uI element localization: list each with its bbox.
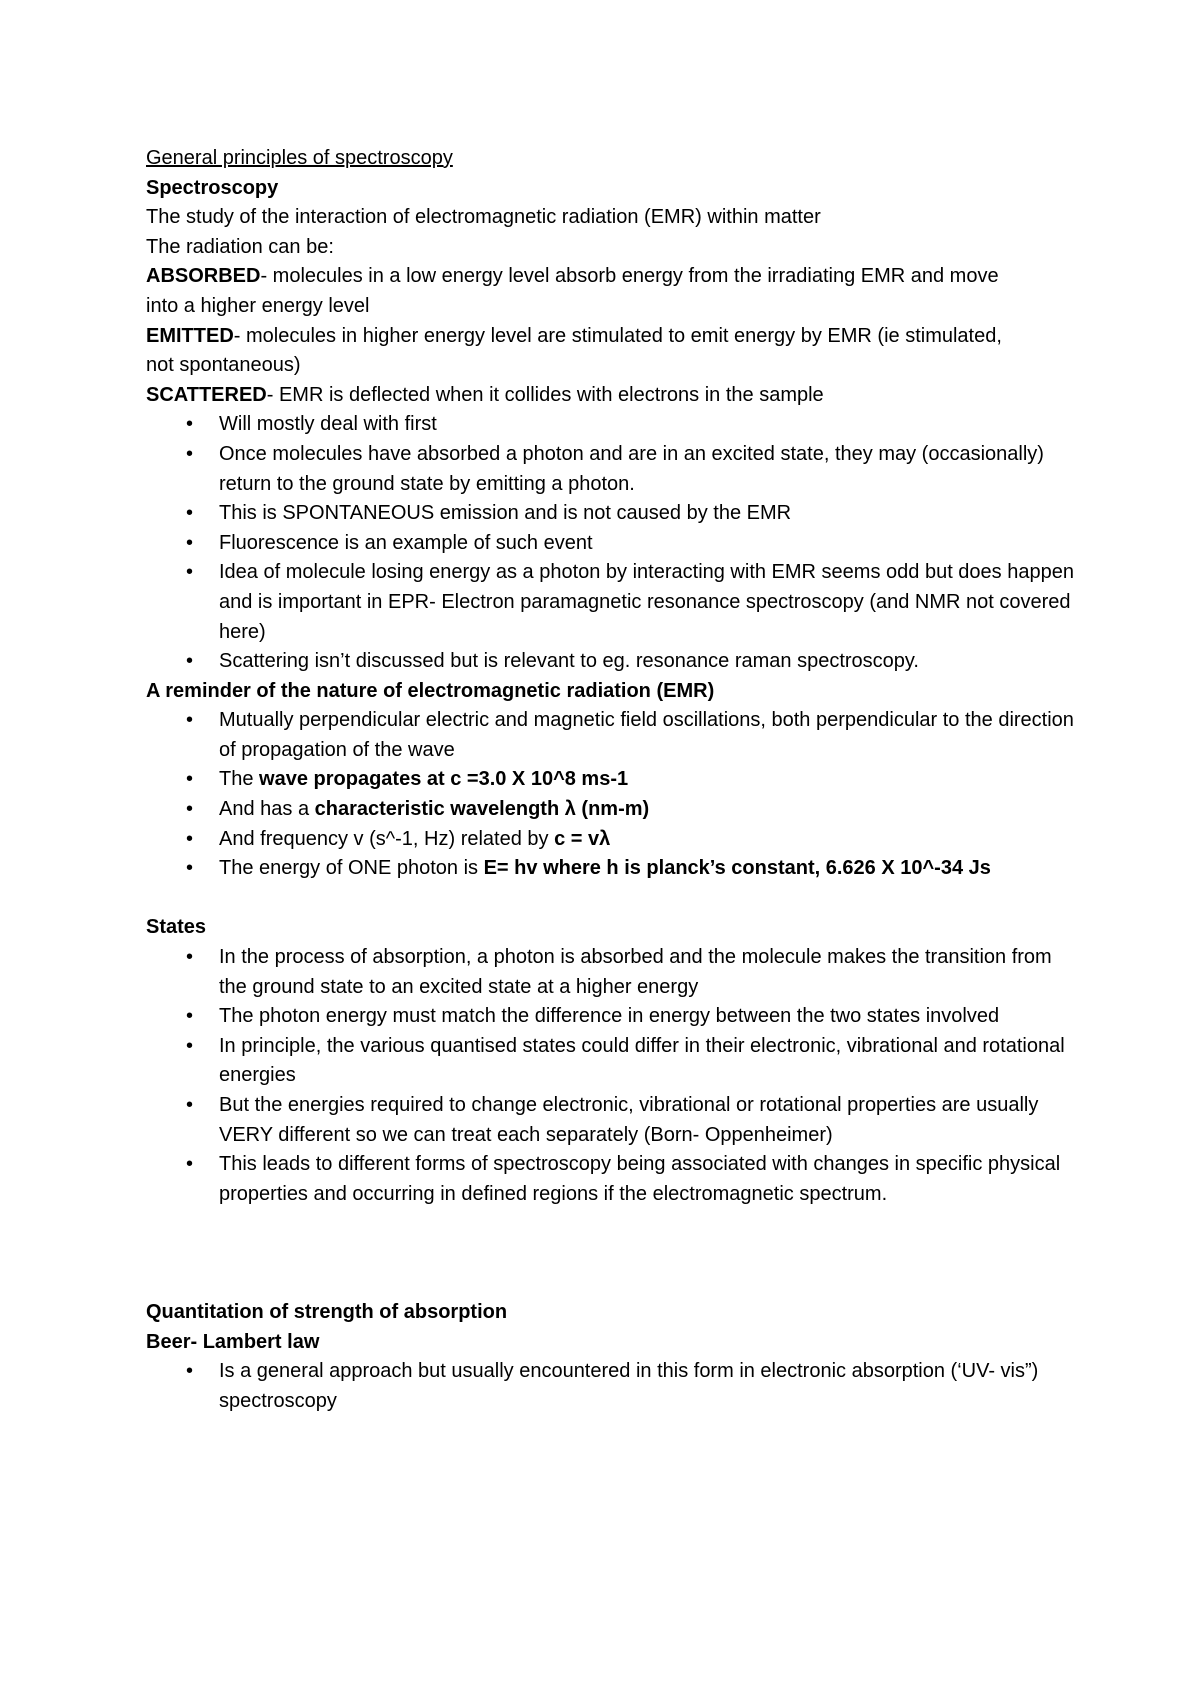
scattered-text: - EMR is deflected when it collides with electrons in the sample	[266, 383, 824, 406]
emitted-paragraph	[146, 322, 1026, 381]
quantitation-bullet-list	[146, 1357, 1076, 1416]
list-item: • The wave propagates at c =3.0 X 10^8 ms-1	[146, 765, 1076, 795]
list-item: • In principle, the various quantised states could differ in their electronic, vibrational and rotational energies	[146, 1032, 1076, 1091]
absorbed-paragraph	[146, 262, 1026, 321]
bullet-icon: •	[186, 1360, 194, 1383]
bullet-icon: •	[186, 442, 194, 465]
bullet-icon: •	[186, 827, 194, 850]
bullet-icon: •	[186, 413, 194, 436]
bullet-icon: •	[186, 650, 194, 673]
spacer	[146, 1209, 1076, 1298]
spacer	[146, 884, 1076, 914]
emitted-text: - molecules in higher energy level are stimulated to emit energy by EMR (ie stimulated, not spontaneous)	[146, 324, 1002, 377]
absorbed-text: - molecules in a low energy level absorb energy from the irradiating EMR and move into a higher energy level	[146, 265, 999, 317]
bullet-icon: •	[186, 857, 194, 880]
quantitation-heading: Quantitation of strength of absorption	[146, 1301, 508, 1324]
list-item: • Will mostly deal with first	[146, 410, 1076, 440]
scattered-label: SCATTERED	[146, 383, 267, 406]
list-item: • Mutually perpendicular electric and magnetic field oscillations, both perpendicular to the direction of propagation of the wave	[146, 706, 1076, 765]
spectroscopy-heading: Spectroscopy	[146, 176, 279, 199]
absorbed-label: ABSORBED	[146, 265, 261, 288]
emr-heading: A reminder of the nature of electromagnetic radiation (EMR)	[146, 679, 715, 702]
bullet-icon: •	[186, 1094, 194, 1116]
bullet-icon: •	[186, 502, 194, 525]
list-item: • Once molecules have absorbed a photon and are in an excited state, they may (occasionally) return to the ground state by emitting a photon.	[146, 440, 1076, 499]
bullet-icon: •	[186, 768, 194, 791]
emr-bullet-list	[146, 706, 1076, 884]
bullet-icon: •	[186, 531, 194, 554]
scattered-paragraph	[146, 381, 1076, 411]
list-item: • And has a characteristic wavelength λ (nm-m)	[146, 795, 1076, 825]
states-bullet-list	[146, 943, 1076, 1209]
list-item: • This leads to different forms of spectroscopy being associated with changes in specific physical properties and occurring in defined regions if the electromagnetic spectrum.	[146, 1150, 1076, 1209]
states-heading: States	[146, 916, 207, 939]
bullet-icon: •	[186, 946, 194, 969]
list-item: • Scattering isn’t discussed but is relevant to eg. resonance raman spectroscopy.	[146, 647, 1076, 677]
list-item: • But the energies required to change electronic, vibrational or rotational properties are usually VERY different so we can treat each separately (Born- Oppenheimer)	[146, 1091, 1076, 1150]
bullet-icon: •	[186, 1005, 194, 1028]
spectroscopy-definition: The study of the interaction of electromagnetic radiation (EMR) within matter	[146, 206, 821, 229]
document-page	[146, 144, 1076, 1417]
list-item: • In the process of absorption, a photon is absorbed and the molecule makes the transition from the ground state to an excited state at a higher energy	[146, 943, 1076, 1002]
bullet-icon: •	[186, 798, 194, 821]
bullet-icon: •	[186, 1034, 194, 1057]
list-item: • The photon energy must match the difference in energy between the two states involved	[146, 1002, 1076, 1032]
list-item: • This is SPONTANEOUS emission and is not caused by the EMR	[146, 499, 1076, 529]
bullet-icon: •	[186, 709, 194, 732]
page-title: General principles of spectroscopy	[146, 147, 453, 169]
bullet-icon: •	[186, 561, 194, 584]
emitted-label: EMITTED	[146, 324, 234, 347]
list-item: • Fluorescence is an example of such event	[146, 529, 1076, 559]
beer-lambert-heading: Beer- Lambert law	[146, 1330, 320, 1353]
list-item: • The energy of ONE photon is E= hv where h is planck’s constant, 6.626 X 10^-34 Js	[146, 854, 1076, 884]
list-item: • And frequency v (s^-1, Hz) related by c = vλ	[146, 825, 1076, 855]
radiation-intro: The radiation can be:	[146, 235, 334, 258]
bullet-icon: •	[186, 1153, 194, 1176]
list-item: • Idea of molecule losing energy as a photon by interacting with EMR seems odd but does happen and is important in EPR- Electron paramagnetic resonance spectroscopy (and NMR not covered here)	[146, 558, 1076, 647]
list-item: • Is a general approach but usually encountered in this form in electronic absorption (‘UV- vis”) spectroscopy	[146, 1357, 1076, 1416]
spectroscopy-bullet-list	[146, 410, 1076, 676]
